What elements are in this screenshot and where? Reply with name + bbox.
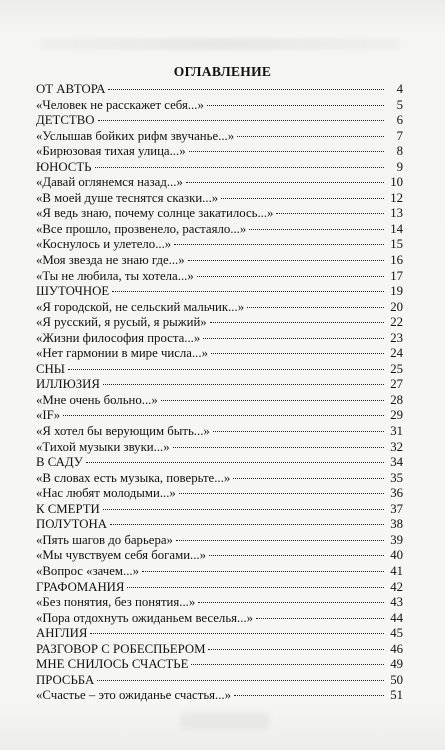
toc-section-row bbox=[36, 284, 403, 300]
dot-leader bbox=[247, 307, 384, 308]
toc-poem-row bbox=[36, 424, 403, 440]
toc-poem-row bbox=[36, 595, 403, 611]
dot-leader bbox=[207, 105, 384, 106]
toc-entry-label: «Ты не любила, ты хотела...» bbox=[36, 268, 194, 283]
dot-leader bbox=[108, 89, 384, 90]
dot-leader bbox=[127, 587, 384, 588]
toc-page-number: 35 bbox=[390, 470, 403, 485]
toc-page-number: 36 bbox=[390, 486, 403, 501]
toc-section-row bbox=[36, 377, 403, 393]
dot-leader bbox=[234, 695, 384, 696]
toc-page-number: 49 bbox=[390, 657, 403, 672]
toc-entry-label: «Пять шагов до барьера» bbox=[36, 532, 173, 547]
dot-leader bbox=[256, 618, 384, 619]
toc-page-number: 38 bbox=[390, 517, 403, 532]
toc-section-row bbox=[36, 160, 403, 176]
toc-section-row bbox=[36, 502, 403, 518]
dot-leader bbox=[210, 322, 384, 323]
toc-section-row bbox=[36, 626, 403, 642]
toc-poem-row bbox=[36, 175, 403, 191]
toc-poem-row bbox=[36, 331, 403, 347]
dot-leader bbox=[197, 276, 384, 277]
dot-leader bbox=[174, 244, 384, 245]
toc-poem-row bbox=[36, 144, 403, 160]
toc-page-number: 6 bbox=[396, 113, 403, 128]
toc-page-number: 19 bbox=[390, 284, 403, 299]
dot-leader bbox=[276, 213, 384, 214]
dot-leader bbox=[63, 415, 384, 416]
toc-page-number: 37 bbox=[390, 501, 403, 516]
toc-entry-label: СНЫ bbox=[36, 361, 65, 376]
toc-page-number: 42 bbox=[390, 579, 403, 594]
dot-leader bbox=[98, 120, 385, 121]
toc-entry-label: «Я русский, я русый, я рыжий» bbox=[36, 315, 207, 330]
toc-poem-row bbox=[36, 346, 403, 362]
toc-page-number: 44 bbox=[390, 610, 403, 625]
toc-entry-label: МНЕ СНИЛОСЬ СЧАСТЬЕ bbox=[36, 657, 189, 672]
dot-leader bbox=[173, 447, 384, 448]
dot-leader bbox=[142, 571, 384, 572]
toc-poem-row bbox=[36, 269, 403, 285]
dot-leader bbox=[179, 493, 384, 494]
toc-page-number: 45 bbox=[390, 626, 403, 641]
dot-leader bbox=[68, 369, 384, 370]
toc-poem-row bbox=[36, 408, 403, 424]
toc-page-number: 39 bbox=[390, 532, 403, 547]
dot-leader bbox=[90, 633, 384, 634]
dot-leader bbox=[110, 524, 384, 525]
toc-page-number: 29 bbox=[390, 408, 403, 423]
table-of-contents bbox=[36, 82, 403, 704]
toc-poem-row bbox=[36, 440, 403, 456]
page-title: ОГЛАВЛЕНИЕ bbox=[173, 64, 272, 79]
toc-poem-row bbox=[36, 315, 403, 331]
dot-leader bbox=[211, 353, 384, 354]
toc-page-number: 13 bbox=[390, 206, 403, 221]
toc-entry-label: «Человек не расскажет себя...» bbox=[36, 97, 204, 112]
dot-leader bbox=[97, 680, 384, 681]
toc-page-number: 27 bbox=[390, 377, 403, 392]
toc-entry-label: «Мы чувствуем себя богами...» bbox=[36, 548, 207, 563]
toc-entry-label: «В словах есть музыка, поверьте...» bbox=[36, 470, 231, 485]
toc-page-number: 40 bbox=[390, 548, 403, 563]
toc-entry-label: ИЛЛЮЗИЯ bbox=[36, 377, 100, 392]
dot-leader bbox=[237, 136, 384, 137]
toc-poem-row bbox=[36, 129, 403, 145]
toc-entry-label: «Коснулось и улетело...» bbox=[36, 237, 172, 252]
toc-page-number: 7 bbox=[396, 128, 403, 143]
toc-poem-row bbox=[36, 564, 403, 580]
toc-entry-label: «Тихой музыки звуки...» bbox=[36, 439, 170, 454]
dot-leader bbox=[189, 151, 384, 152]
toc-entry-label: ОТ АВТОРА bbox=[36, 82, 106, 96]
toc-section-row bbox=[36, 580, 403, 596]
dot-leader bbox=[209, 555, 384, 556]
toc-page-number: 43 bbox=[390, 595, 403, 610]
dot-leader bbox=[103, 384, 384, 385]
toc-poem-row bbox=[36, 300, 403, 316]
toc-entry-label: «Бирюзовая тихая улица...» bbox=[36, 144, 186, 159]
toc-page-number: 34 bbox=[390, 455, 403, 470]
toc-entry-label: АНГЛИЯ bbox=[36, 626, 88, 641]
toc-page-number: 50 bbox=[390, 672, 403, 687]
toc-poem-row bbox=[36, 393, 403, 409]
dot-leader bbox=[233, 478, 384, 479]
toc-entry-label: «Пора отдохнуть ожиданьем веселья...» bbox=[36, 610, 254, 625]
toc-page-number: 14 bbox=[390, 221, 403, 236]
toc-page-number: 23 bbox=[390, 330, 403, 345]
toc-entry-label: К СМЕРТИ bbox=[36, 501, 100, 516]
toc-entry-label: «Счастье – это ожиданье счастья...» bbox=[36, 688, 232, 703]
dot-leader bbox=[249, 229, 384, 230]
dot-leader bbox=[198, 602, 384, 603]
toc-entry-label: «Я хотел бы верующим быть...» bbox=[36, 424, 210, 439]
toc-section-row bbox=[36, 113, 403, 129]
toc-page-number: 41 bbox=[390, 563, 403, 578]
toc-page-number: 51 bbox=[390, 688, 403, 703]
toc-section-row bbox=[36, 362, 403, 378]
dot-leader bbox=[161, 400, 384, 401]
toc-page-number: 5 bbox=[396, 97, 403, 112]
dot-leader bbox=[213, 431, 384, 432]
dot-leader bbox=[208, 649, 384, 650]
toc-entry-label: «Нас любят молодыми...» bbox=[36, 486, 176, 501]
toc-section-row bbox=[36, 517, 403, 533]
toc-poem-row bbox=[36, 98, 403, 114]
toc-poem-row bbox=[36, 548, 403, 564]
dot-leader bbox=[103, 509, 384, 510]
toc-poem-row bbox=[36, 533, 403, 549]
toc-entry-label: ДЕТСТВО bbox=[36, 113, 95, 128]
toc-entry-label: «Все прошло, прозвенело, растаяло...» bbox=[36, 221, 247, 236]
toc-poem-row bbox=[36, 471, 403, 487]
toc-page-number: 9 bbox=[396, 159, 403, 174]
toc-page-number: 10 bbox=[390, 175, 403, 190]
toc-entry-label: «Я ведь знаю, почему солнце закатилось...» bbox=[36, 206, 274, 221]
dot-leader bbox=[188, 260, 384, 261]
show-through-mark bbox=[180, 712, 270, 730]
toc-entry-label: ГРАФОМАНИЯ bbox=[36, 579, 125, 594]
toc-page-number: 20 bbox=[390, 299, 403, 314]
toc-page-number: 28 bbox=[390, 392, 403, 407]
toc-entry-label: РАЗГОВОР С РОБЕСПЬЕРОМ bbox=[36, 641, 206, 656]
toc-entry-label: «В моей душе теснятся сказки...» bbox=[36, 190, 219, 205]
toc-entry-label: «Мне очень больно...» bbox=[36, 392, 158, 407]
toc-poem-row bbox=[36, 191, 403, 207]
toc-page-number: 4 bbox=[396, 82, 403, 96]
toc-entry-label: «Вопрос «зачем...» bbox=[36, 563, 140, 578]
dot-leader bbox=[176, 540, 384, 541]
toc-poem-row bbox=[36, 237, 403, 253]
dot-leader bbox=[221, 198, 384, 199]
toc-page-number: 17 bbox=[390, 268, 403, 283]
toc-entry-label: «Я городской, не сельский мальчик...» bbox=[36, 299, 245, 314]
toc-page-number: 32 bbox=[390, 439, 403, 454]
toc-entry-label: ЮНОСТЬ bbox=[36, 159, 92, 174]
toc-page-number: 24 bbox=[390, 346, 403, 361]
toc-section-row bbox=[36, 673, 403, 689]
toc-entry-label: В САДУ bbox=[36, 455, 83, 470]
toc-section-row bbox=[36, 82, 403, 98]
toc-page-number: 12 bbox=[390, 190, 403, 205]
toc-page-number: 22 bbox=[390, 315, 403, 330]
toc-entry-label: «IF» bbox=[36, 408, 61, 423]
toc-entry-label: «Без понятия, без понятия...» bbox=[36, 595, 196, 610]
toc-entry-label: ПОЛУТОНА bbox=[36, 517, 107, 532]
toc-entry-label: «Моя звезда не знаю где...» bbox=[36, 253, 185, 268]
toc-page-number: 46 bbox=[390, 641, 403, 656]
toc-entry-label: «Жизни философия проста...» bbox=[36, 330, 201, 345]
show-through-text bbox=[40, 38, 400, 50]
toc-poem-row bbox=[36, 222, 403, 238]
toc-section-row bbox=[36, 455, 403, 471]
toc-poem-row bbox=[36, 688, 403, 704]
toc-entry-label: ШУТОЧНОЕ bbox=[36, 284, 110, 299]
dot-leader bbox=[86, 462, 384, 463]
dot-leader bbox=[191, 664, 384, 665]
dot-leader bbox=[203, 338, 384, 339]
toc-section-row bbox=[36, 642, 403, 658]
toc-entry-label: ПРОСЬБА bbox=[36, 672, 95, 687]
toc-page-number: 31 bbox=[390, 424, 403, 439]
toc-poem-row bbox=[36, 206, 403, 222]
dot-leader bbox=[186, 182, 384, 183]
dot-leader bbox=[112, 291, 384, 292]
toc-page-number: 25 bbox=[390, 361, 403, 376]
toc-poem-row bbox=[36, 253, 403, 269]
dot-leader bbox=[95, 167, 385, 168]
toc-poem-row bbox=[36, 486, 403, 502]
toc-page-number: 15 bbox=[390, 237, 403, 252]
toc-entry-label: «Услышав бойких рифм звучанье...» bbox=[36, 128, 235, 143]
toc-poem-row bbox=[36, 611, 403, 627]
toc-section-row bbox=[36, 657, 403, 673]
toc-page-number: 16 bbox=[390, 253, 403, 268]
toc-entry-label: «Давай оглянемся назад...» bbox=[36, 175, 183, 190]
toc-entry-label: «Нет гармонии в мире числа...» bbox=[36, 346, 208, 361]
toc-page-number: 8 bbox=[396, 144, 403, 159]
